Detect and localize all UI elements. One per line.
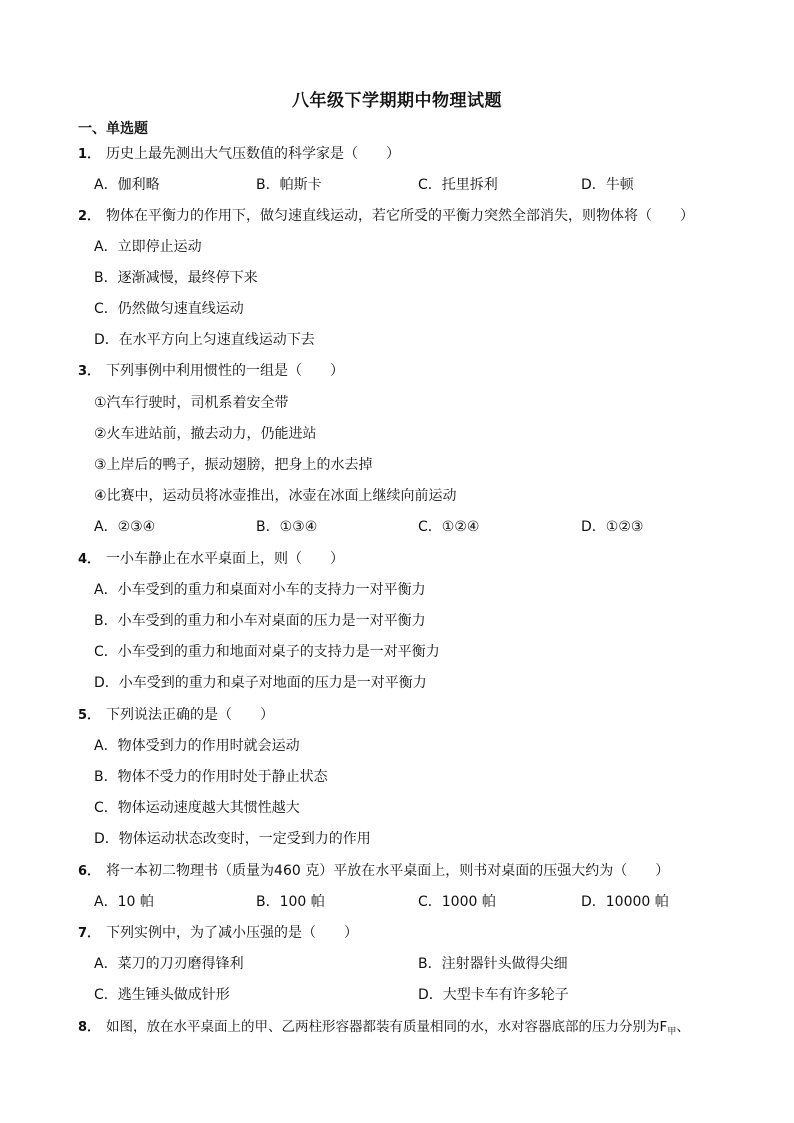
option-b: B．帕斯卡 — [256, 177, 322, 193]
question-number: 7． — [78, 926, 101, 941]
question-stem-tail: 、 — [676, 1019, 690, 1035]
question-stem: 下列说法正确的是（ ） — [106, 707, 275, 723]
option-b: B．物体不受力的作用时处于静止状态 — [94, 769, 328, 785]
option-a: A．立即停止运动 — [94, 239, 202, 255]
question-3 — [78, 362, 344, 381]
option-a: A．10 帕 — [94, 894, 154, 910]
question-7 — [78, 924, 358, 943]
question-8 — [78, 1018, 690, 1041]
question-stem: 历史上最先测出大气压数值的科学家是（ ） — [106, 146, 401, 162]
option-d: D．在水平方向上匀速直线运动下去 — [94, 332, 315, 348]
question-number: 5． — [78, 708, 101, 723]
option-a: A．伽利略 — [94, 177, 160, 193]
statement-item: ②火车进站前，撤去动力，仍能进站 — [94, 426, 317, 442]
option-b: B．小车受到的重力和小车对桌面的压力是一对平衡力 — [94, 613, 426, 629]
statement-item: ③上岸后的鸭子，振动翅膀，把身上的水去掉 — [94, 457, 373, 473]
question-number: 6． — [78, 864, 101, 879]
option-a: A．物体受到力的作用时就会运动 — [94, 738, 300, 754]
question-stem: 物体在平衡力的作用下，做匀速直线运动，若它所受的平衡力突然全部消失，则物体将（ ） — [106, 208, 695, 224]
question-stem: 一小车静止在水平桌面上，则（ ） — [106, 551, 345, 567]
question-stem: 下列事例中利用惯性的一组是（ ） — [106, 363, 345, 379]
question-5 — [78, 706, 274, 725]
question-number: 3． — [78, 364, 101, 379]
option-c: C．①②④ — [418, 519, 480, 535]
option-a: A．小车受到的重力和桌面对小车的支持力一对平衡力 — [94, 582, 426, 598]
question-number: 2． — [78, 209, 101, 224]
option-a: A．②③④ — [94, 519, 156, 535]
option-c: C．1000 帕 — [418, 894, 496, 910]
question-stem: 下列实例中，为了减小压强的是（ ） — [106, 925, 359, 941]
question-number: 4． — [78, 552, 101, 567]
option-c: C．仍然做匀速直线运动 — [94, 301, 244, 317]
option-c: C．物体运动速度越大其惯性越大 — [94, 800, 300, 816]
option-c: C．逃生锤头做成针形 — [94, 987, 230, 1003]
question-4 — [78, 550, 344, 569]
option-a: A．菜刀的刀刃磨得锋利 — [94, 956, 244, 972]
question-number: 1． — [78, 147, 101, 162]
option-b: B．①③④ — [256, 519, 318, 535]
option-c: C．托里拆利 — [418, 177, 498, 193]
option-d: D．10000 帕 — [581, 894, 669, 910]
question-stem: 将一本初二物理书（质量为460 克）平放在水平桌面上，则书对桌面的压强大约为（ ） — [106, 863, 670, 879]
question-number: 8． — [78, 1020, 101, 1035]
question-6 — [78, 862, 669, 881]
statement-item: ①汽车行驶时，司机系着安全带 — [94, 395, 289, 411]
option-d: D．大型卡车有许多轮子 — [418, 987, 569, 1003]
subscript-jia: 甲 — [667, 1027, 677, 1037]
statement-item: ④比赛中，运动员将冰壶推出，冰壶在冰面上继续向前运动 — [94, 488, 457, 504]
option-d: D．①②③ — [581, 519, 644, 535]
option-b: B．注射器针头做得尖细 — [418, 956, 568, 972]
question-2 — [78, 207, 694, 226]
option-b: B．逐渐减慢，最终停下来 — [94, 270, 258, 286]
question-stem: 如图，放在水平桌面上的甲、乙两柱形容器都装有质量相同的水，水对容器底部的压力分别为F — [106, 1019, 668, 1035]
question-1 — [78, 145, 400, 164]
option-d: D．物体运动状态改变时，一定受到力的作用 — [94, 831, 371, 847]
page-title: 八年级下学期期中物理试题 — [292, 91, 502, 111]
section-heading: 一、单选题 — [78, 121, 148, 137]
option-d: D．牛顿 — [581, 177, 634, 193]
option-d: D．小车受到的重力和桌子对地面的压力是一对平衡力 — [94, 675, 427, 691]
option-b: B．100 帕 — [256, 894, 325, 910]
option-c: C．小车受到的重力和地面对桌子的支持力是一对平衡力 — [94, 644, 440, 660]
